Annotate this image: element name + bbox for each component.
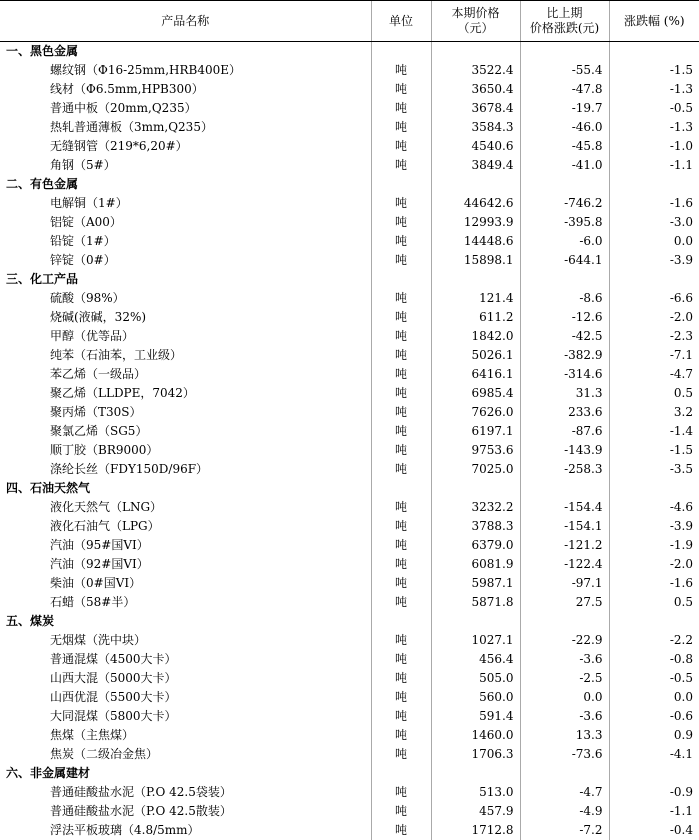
product-name-cell: 涤纶长丝（FDY150D/96F）: [50, 462, 209, 476]
unit-cell: 吨: [371, 61, 431, 80]
table-row: [0, 213, 699, 232]
header-current-price-line1: 本期价格: [451, 6, 500, 20]
change-cell: -3.6: [520, 707, 609, 726]
table-row: [0, 669, 699, 688]
product-name-cell: 浮法平板玻璃（4.8/5mm）: [50, 823, 200, 837]
product-name-cell: 汽油（92#国VI）: [50, 557, 149, 571]
product-name-cell: 聚氯乙烯（SG5）: [50, 424, 148, 438]
product-name-cell: 纯苯（石油苯，工业级）: [50, 348, 183, 362]
percent-cell: -4.7: [609, 365, 699, 384]
product-name-cell: 焦煤（主焦煤）: [50, 728, 135, 742]
category-empty-cell: [431, 270, 520, 289]
price-cell: 3788.3: [431, 517, 520, 536]
percent-cell: -1.6: [609, 194, 699, 213]
table-row: [0, 802, 699, 821]
product-name-cell: 石蜡（58#半）: [50, 595, 136, 609]
category-empty-cell: [520, 175, 609, 194]
unit-cell: 吨: [371, 631, 431, 650]
product-name-cell: 柴油（0#国VI）: [50, 576, 142, 590]
table-row: [0, 555, 699, 574]
header-current-price: [431, 1, 520, 42]
header-product-name: 产品名称: [0, 1, 371, 42]
table-row: [0, 137, 699, 156]
price-cell: 7626.0: [431, 403, 520, 422]
percent-cell: -3.0: [609, 213, 699, 232]
product-name-cell: 锌锭（0#）: [50, 253, 116, 267]
category-empty-cell: [431, 42, 520, 62]
table-row: [0, 783, 699, 802]
product-name-cell: 硫酸（98%）: [50, 291, 125, 305]
unit-cell: 吨: [371, 384, 431, 403]
table-row: [0, 726, 699, 745]
percent-cell: -1.1: [609, 156, 699, 175]
category-empty-cell: [431, 612, 520, 631]
change-cell: -122.4: [520, 555, 609, 574]
percent-cell: -3.9: [609, 251, 699, 270]
table-row: [0, 403, 699, 422]
category-row: [0, 612, 699, 631]
unit-cell: 吨: [371, 346, 431, 365]
unit-cell: 吨: [371, 365, 431, 384]
price-cell: 1706.3: [431, 745, 520, 764]
unit-cell: 吨: [371, 593, 431, 612]
change-cell: -143.9: [520, 441, 609, 460]
product-name-cell: 甲醇（优等品）: [50, 329, 135, 343]
unit-cell: 吨: [371, 194, 431, 213]
product-name-cell: 无烟煤（洗中块）: [50, 633, 147, 647]
product-name-cell: 聚丙烯（T30S）: [50, 405, 142, 419]
change-cell: -47.8: [520, 80, 609, 99]
percent-cell: -6.6: [609, 289, 699, 308]
unit-cell: 吨: [371, 156, 431, 175]
unit-cell: 吨: [371, 707, 431, 726]
percent-cell: -0.4: [609, 821, 699, 840]
percent-cell: -4.1: [609, 745, 699, 764]
percent-cell: 0.5: [609, 384, 699, 403]
change-cell: -55.4: [520, 61, 609, 80]
product-name-cell: 烧碱(液碱，32%): [50, 310, 147, 324]
product-name-cell: 热轧普通薄板（3mm,Q235）: [50, 120, 213, 134]
category-empty-cell: [609, 175, 699, 194]
product-name-cell: 顺丁胶（BR9000）: [50, 443, 159, 457]
category-empty-cell: [431, 175, 520, 194]
unit-cell: 吨: [371, 403, 431, 422]
price-cell: 6379.0: [431, 536, 520, 555]
table-row: [0, 498, 699, 517]
category-label: 一、黑色金属: [6, 44, 79, 58]
product-name-cell: 普通硅酸盐水泥（P.O 42.5散装）: [50, 804, 232, 818]
price-cell: 12993.9: [431, 213, 520, 232]
table-row: [0, 745, 699, 764]
category-empty-cell: [520, 270, 609, 289]
table-body: [0, 42, 699, 840]
unit-cell: 吨: [371, 745, 431, 764]
change-cell: -45.8: [520, 137, 609, 156]
unit-cell: 吨: [371, 574, 431, 593]
unit-cell: 吨: [371, 726, 431, 745]
percent-cell: -1.0: [609, 137, 699, 156]
price-cell: 3522.4: [431, 61, 520, 80]
category-empty-cell: [371, 42, 431, 62]
table-row: [0, 289, 699, 308]
price-cell: 15898.1: [431, 251, 520, 270]
header-price-change-line1: 比上期: [546, 6, 583, 20]
unit-cell: 吨: [371, 251, 431, 270]
table-row: [0, 384, 699, 403]
header-price-change: [520, 1, 609, 42]
category-empty-cell: [609, 270, 699, 289]
category-empty-cell: [371, 764, 431, 783]
product-name-cell: 普通混煤（4500大卡）: [50, 652, 177, 666]
change-cell: -154.1: [520, 517, 609, 536]
price-cell: 1027.1: [431, 631, 520, 650]
percent-cell: 0.0: [609, 232, 699, 251]
unit-cell: 吨: [371, 821, 431, 840]
change-cell: -4.7: [520, 783, 609, 802]
percent-cell: -0.9: [609, 783, 699, 802]
table-row: [0, 441, 699, 460]
category-empty-cell: [371, 175, 431, 194]
percent-cell: 0.5: [609, 593, 699, 612]
change-cell: -6.0: [520, 232, 609, 251]
change-cell: -382.9: [520, 346, 609, 365]
table-row: [0, 574, 699, 593]
change-cell: -42.5: [520, 327, 609, 346]
category-row: [0, 42, 699, 62]
change-cell: -41.0: [520, 156, 609, 175]
percent-cell: -1.1: [609, 802, 699, 821]
product-name-cell: 液化天然气（LNG）: [50, 500, 163, 514]
product-name-cell: 铅锭（1#）: [50, 234, 116, 248]
percent-cell: -0.8: [609, 650, 699, 669]
price-cell: 505.0: [431, 669, 520, 688]
product-name-cell: 普通中板（20mm,Q235）: [50, 101, 197, 115]
unit-cell: 吨: [371, 118, 431, 137]
category-empty-cell: [609, 764, 699, 783]
category-label: 四、石油天然气: [6, 481, 91, 495]
category-empty-cell: [520, 479, 609, 498]
change-cell: -19.7: [520, 99, 609, 118]
unit-cell: 吨: [371, 498, 431, 517]
price-cell: 1842.0: [431, 327, 520, 346]
percent-cell: -7.1: [609, 346, 699, 365]
product-name-cell: 山西大混（5000大卡）: [50, 671, 177, 685]
change-cell: -121.2: [520, 536, 609, 555]
unit-cell: 吨: [371, 536, 431, 555]
change-cell: 0.0: [520, 688, 609, 707]
table-row: [0, 308, 699, 327]
table-row: [0, 688, 699, 707]
percent-cell: -2.2: [609, 631, 699, 650]
product-name-cell: 大同混煤（5800大卡）: [50, 709, 177, 723]
price-cell: 3650.4: [431, 80, 520, 99]
price-cell: 3232.2: [431, 498, 520, 517]
price-cell: 44642.6: [431, 194, 520, 213]
category-label: 六、非金属建材: [6, 766, 91, 780]
change-cell: -12.6: [520, 308, 609, 327]
percent-cell: -0.5: [609, 99, 699, 118]
price-cell: 5026.1: [431, 346, 520, 365]
category-empty-cell: [520, 764, 609, 783]
price-cell: 3584.3: [431, 118, 520, 137]
percent-cell: -4.6: [609, 498, 699, 517]
price-cell: 6985.4: [431, 384, 520, 403]
unit-cell: 吨: [371, 308, 431, 327]
change-cell: -314.6: [520, 365, 609, 384]
category-empty-cell: [431, 764, 520, 783]
table-row: [0, 536, 699, 555]
table-row: [0, 251, 699, 270]
unit-cell: 吨: [371, 669, 431, 688]
product-name-cell: 铝锭（A00）: [50, 215, 122, 229]
percent-cell: 3.2: [609, 403, 699, 422]
change-cell: 13.3: [520, 726, 609, 745]
price-cell: 4540.6: [431, 137, 520, 156]
change-cell: -46.0: [520, 118, 609, 137]
price-cell: 456.4: [431, 650, 520, 669]
header-unit: 单位: [371, 1, 431, 42]
table-row: [0, 99, 699, 118]
product-name-cell: 电解铜（1#）: [50, 196, 128, 210]
category-label: 五、煤炭: [6, 614, 55, 628]
price-cell: 1712.8: [431, 821, 520, 840]
percent-cell: -1.4: [609, 422, 699, 441]
price-cell: 457.9: [431, 802, 520, 821]
category-label: 三、化工产品: [6, 272, 79, 286]
table-row: [0, 593, 699, 612]
table-row: [0, 821, 699, 840]
product-name-cell: 焦炭（二级冶金焦）: [50, 747, 159, 761]
price-cell: 6081.9: [431, 555, 520, 574]
price-cell: 513.0: [431, 783, 520, 802]
table-header: [0, 1, 699, 42]
change-cell: -154.4: [520, 498, 609, 517]
table-row: [0, 194, 699, 213]
product-name-cell: 山西优混（5500大卡）: [50, 690, 177, 704]
table-row: [0, 327, 699, 346]
change-cell: -22.9: [520, 631, 609, 650]
percent-cell: -1.6: [609, 574, 699, 593]
change-cell: -644.1: [520, 251, 609, 270]
table-row: [0, 631, 699, 650]
percent-cell: 0.0: [609, 688, 699, 707]
change-cell: -4.9: [520, 802, 609, 821]
unit-cell: 吨: [371, 460, 431, 479]
price-cell: 9753.6: [431, 441, 520, 460]
table-row: [0, 232, 699, 251]
product-name-cell: 普通硅酸盐水泥（P.O 42.5袋装）: [50, 785, 232, 799]
price-cell: 6197.1: [431, 422, 520, 441]
price-cell: 7025.0: [431, 460, 520, 479]
percent-cell: -1.3: [609, 80, 699, 99]
price-cell: 560.0: [431, 688, 520, 707]
header-current-price-line2: （元）: [457, 21, 494, 35]
price-cell: 591.4: [431, 707, 520, 726]
change-cell: 233.6: [520, 403, 609, 422]
percent-cell: -3.5: [609, 460, 699, 479]
percent-cell: -1.3: [609, 118, 699, 137]
category-empty-cell: [609, 612, 699, 631]
unit-cell: 吨: [371, 213, 431, 232]
percent-cell: -0.5: [609, 669, 699, 688]
price-cell: 3678.4: [431, 99, 520, 118]
table-row: [0, 80, 699, 99]
unit-cell: 吨: [371, 289, 431, 308]
category-empty-cell: [431, 479, 520, 498]
percent-cell: 0.9: [609, 726, 699, 745]
percent-cell: -2.0: [609, 308, 699, 327]
unit-cell: 吨: [371, 137, 431, 156]
table-row: [0, 118, 699, 137]
product-name-cell: 汽油（95#国VI）: [50, 538, 149, 552]
price-cell: 1460.0: [431, 726, 520, 745]
unit-cell: 吨: [371, 802, 431, 821]
category-empty-cell: [609, 479, 699, 498]
product-name-cell: 液化石油气（LPG）: [50, 519, 160, 533]
unit-cell: 吨: [371, 555, 431, 574]
category-row: [0, 764, 699, 783]
product-name-cell: 线材（Φ6.5mm,HPB300）: [50, 82, 204, 96]
change-cell: 27.5: [520, 593, 609, 612]
category-empty-cell: [371, 270, 431, 289]
unit-cell: 吨: [371, 688, 431, 707]
price-cell: 6416.1: [431, 365, 520, 384]
table-row: [0, 156, 699, 175]
price-cell: 3849.4: [431, 156, 520, 175]
change-cell: -258.3: [520, 460, 609, 479]
product-name-cell: 角钢（5#）: [50, 158, 116, 172]
category-empty-cell: [520, 612, 609, 631]
header-change-percent: 涨跌幅 (%): [609, 1, 699, 42]
table-row: [0, 422, 699, 441]
change-cell: -3.6: [520, 650, 609, 669]
change-cell: -87.6: [520, 422, 609, 441]
unit-cell: 吨: [371, 441, 431, 460]
unit-cell: 吨: [371, 232, 431, 251]
table-row: [0, 460, 699, 479]
unit-cell: 吨: [371, 422, 431, 441]
table-row: [0, 61, 699, 80]
percent-cell: -3.9: [609, 517, 699, 536]
category-empty-cell: [371, 612, 431, 631]
unit-cell: 吨: [371, 80, 431, 99]
category-empty-cell: [520, 42, 609, 62]
percent-cell: -1.5: [609, 441, 699, 460]
percent-cell: -0.6: [609, 707, 699, 726]
table-row: [0, 346, 699, 365]
table-row: [0, 650, 699, 669]
price-cell: 14448.6: [431, 232, 520, 251]
change-cell: -746.2: [520, 194, 609, 213]
change-cell: -8.6: [520, 289, 609, 308]
product-name-cell: 无缝钢管（219*6,20#）: [50, 139, 188, 153]
unit-cell: 吨: [371, 99, 431, 118]
change-cell: 31.3: [520, 384, 609, 403]
percent-cell: -2.3: [609, 327, 699, 346]
category-row: [0, 270, 699, 289]
unit-cell: 吨: [371, 327, 431, 346]
unit-cell: 吨: [371, 650, 431, 669]
category-empty-cell: [609, 42, 699, 62]
change-cell: -2.5: [520, 669, 609, 688]
change-cell: -73.6: [520, 745, 609, 764]
percent-cell: -1.9: [609, 536, 699, 555]
percent-cell: -2.0: [609, 555, 699, 574]
price-cell: 611.2: [431, 308, 520, 327]
table-row: [0, 707, 699, 726]
category-label: 二、有色金属: [6, 177, 79, 191]
category-empty-cell: [371, 479, 431, 498]
price-cell: 5987.1: [431, 574, 520, 593]
table-row: [0, 517, 699, 536]
percent-cell: -1.5: [609, 61, 699, 80]
change-cell: -395.8: [520, 213, 609, 232]
unit-cell: 吨: [371, 783, 431, 802]
product-name-cell: 螺纹钢（Φ16-25mm,HRB400E）: [50, 63, 241, 77]
header-price-change-line2: 价格涨跌(元): [529, 21, 600, 35]
table-row: [0, 365, 699, 384]
product-name-cell: 聚乙烯（LLDPE，7042）: [50, 386, 195, 400]
price-cell: 5871.8: [431, 593, 520, 612]
price-cell: 121.4: [431, 289, 520, 308]
product-name-cell: 苯乙烯（一级品）: [50, 367, 147, 381]
unit-cell: 吨: [371, 517, 431, 536]
change-cell: -97.1: [520, 574, 609, 593]
change-cell: -7.2: [520, 821, 609, 840]
category-row: [0, 479, 699, 498]
category-row: [0, 175, 699, 194]
